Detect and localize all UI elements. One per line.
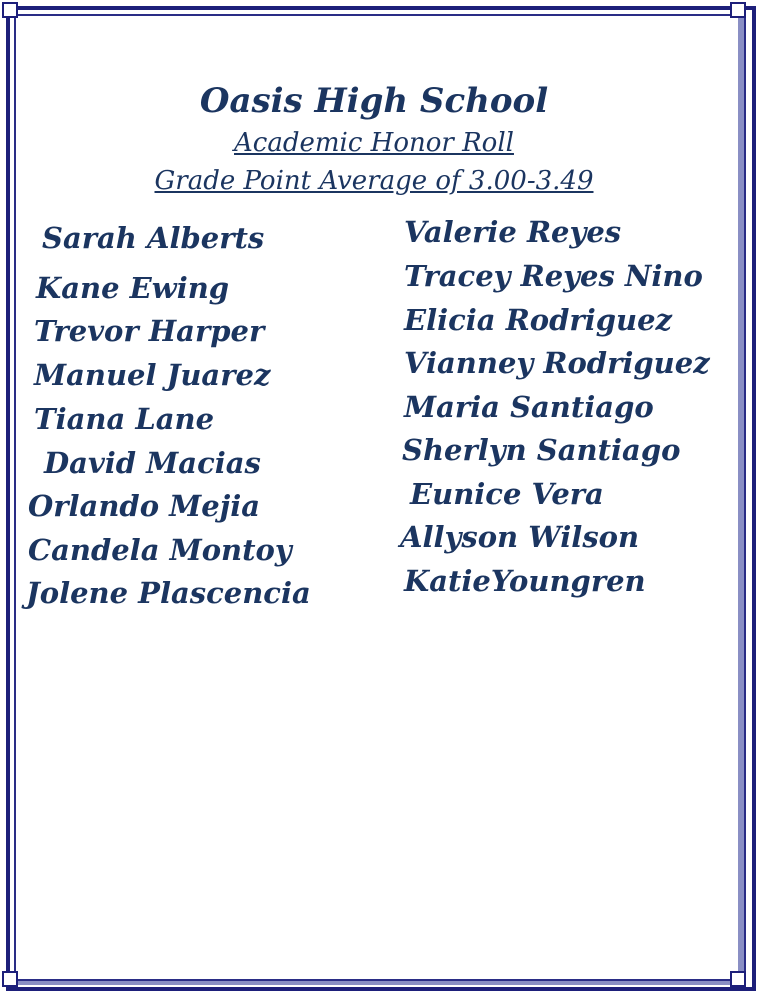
- corner-ornament-top-left: [2, 2, 18, 18]
- student-name: Sarah Alberts: [42, 221, 265, 255]
- corner-ornament-top-right: [730, 2, 746, 18]
- corner-ornament-bottom-right: [730, 971, 746, 987]
- student-name: Manuel Juarez: [34, 358, 271, 392]
- student-name: Orlando Mejia: [28, 489, 260, 523]
- school-title: Oasis High School: [199, 81, 549, 121]
- student-name: David Macias: [44, 446, 261, 480]
- student-name: Allyson Wilson: [400, 520, 640, 554]
- student-name: Vianney Rodriguez: [404, 346, 710, 380]
- student-name: Eunice Vera: [410, 477, 604, 511]
- header: [0, 78, 748, 200]
- gpa-range-line: Grade Point Average of 3.00-3.49: [154, 166, 594, 196]
- student-name: Tracey Reyes Nino: [404, 259, 703, 293]
- student-name: Kane Ewing: [36, 271, 230, 305]
- student-name: Elicia Rodriguez: [404, 303, 672, 337]
- corner-ornament-bottom-left: [2, 971, 18, 987]
- student-name: Jolene Plascencia: [26, 576, 311, 610]
- student-name: Tiana Lane: [34, 402, 215, 436]
- student-name: Sherlyn Santiago: [402, 433, 681, 467]
- student-name: Maria Santiago: [404, 390, 654, 424]
- honor-roll-title: Academic Honor Roll: [234, 128, 514, 158]
- student-name: Valerie Reyes: [404, 215, 622, 249]
- student-name: KatieYoungren: [404, 564, 646, 598]
- student-name: Candela Montoy: [28, 533, 292, 567]
- student-name: Trevor Harper: [34, 314, 265, 348]
